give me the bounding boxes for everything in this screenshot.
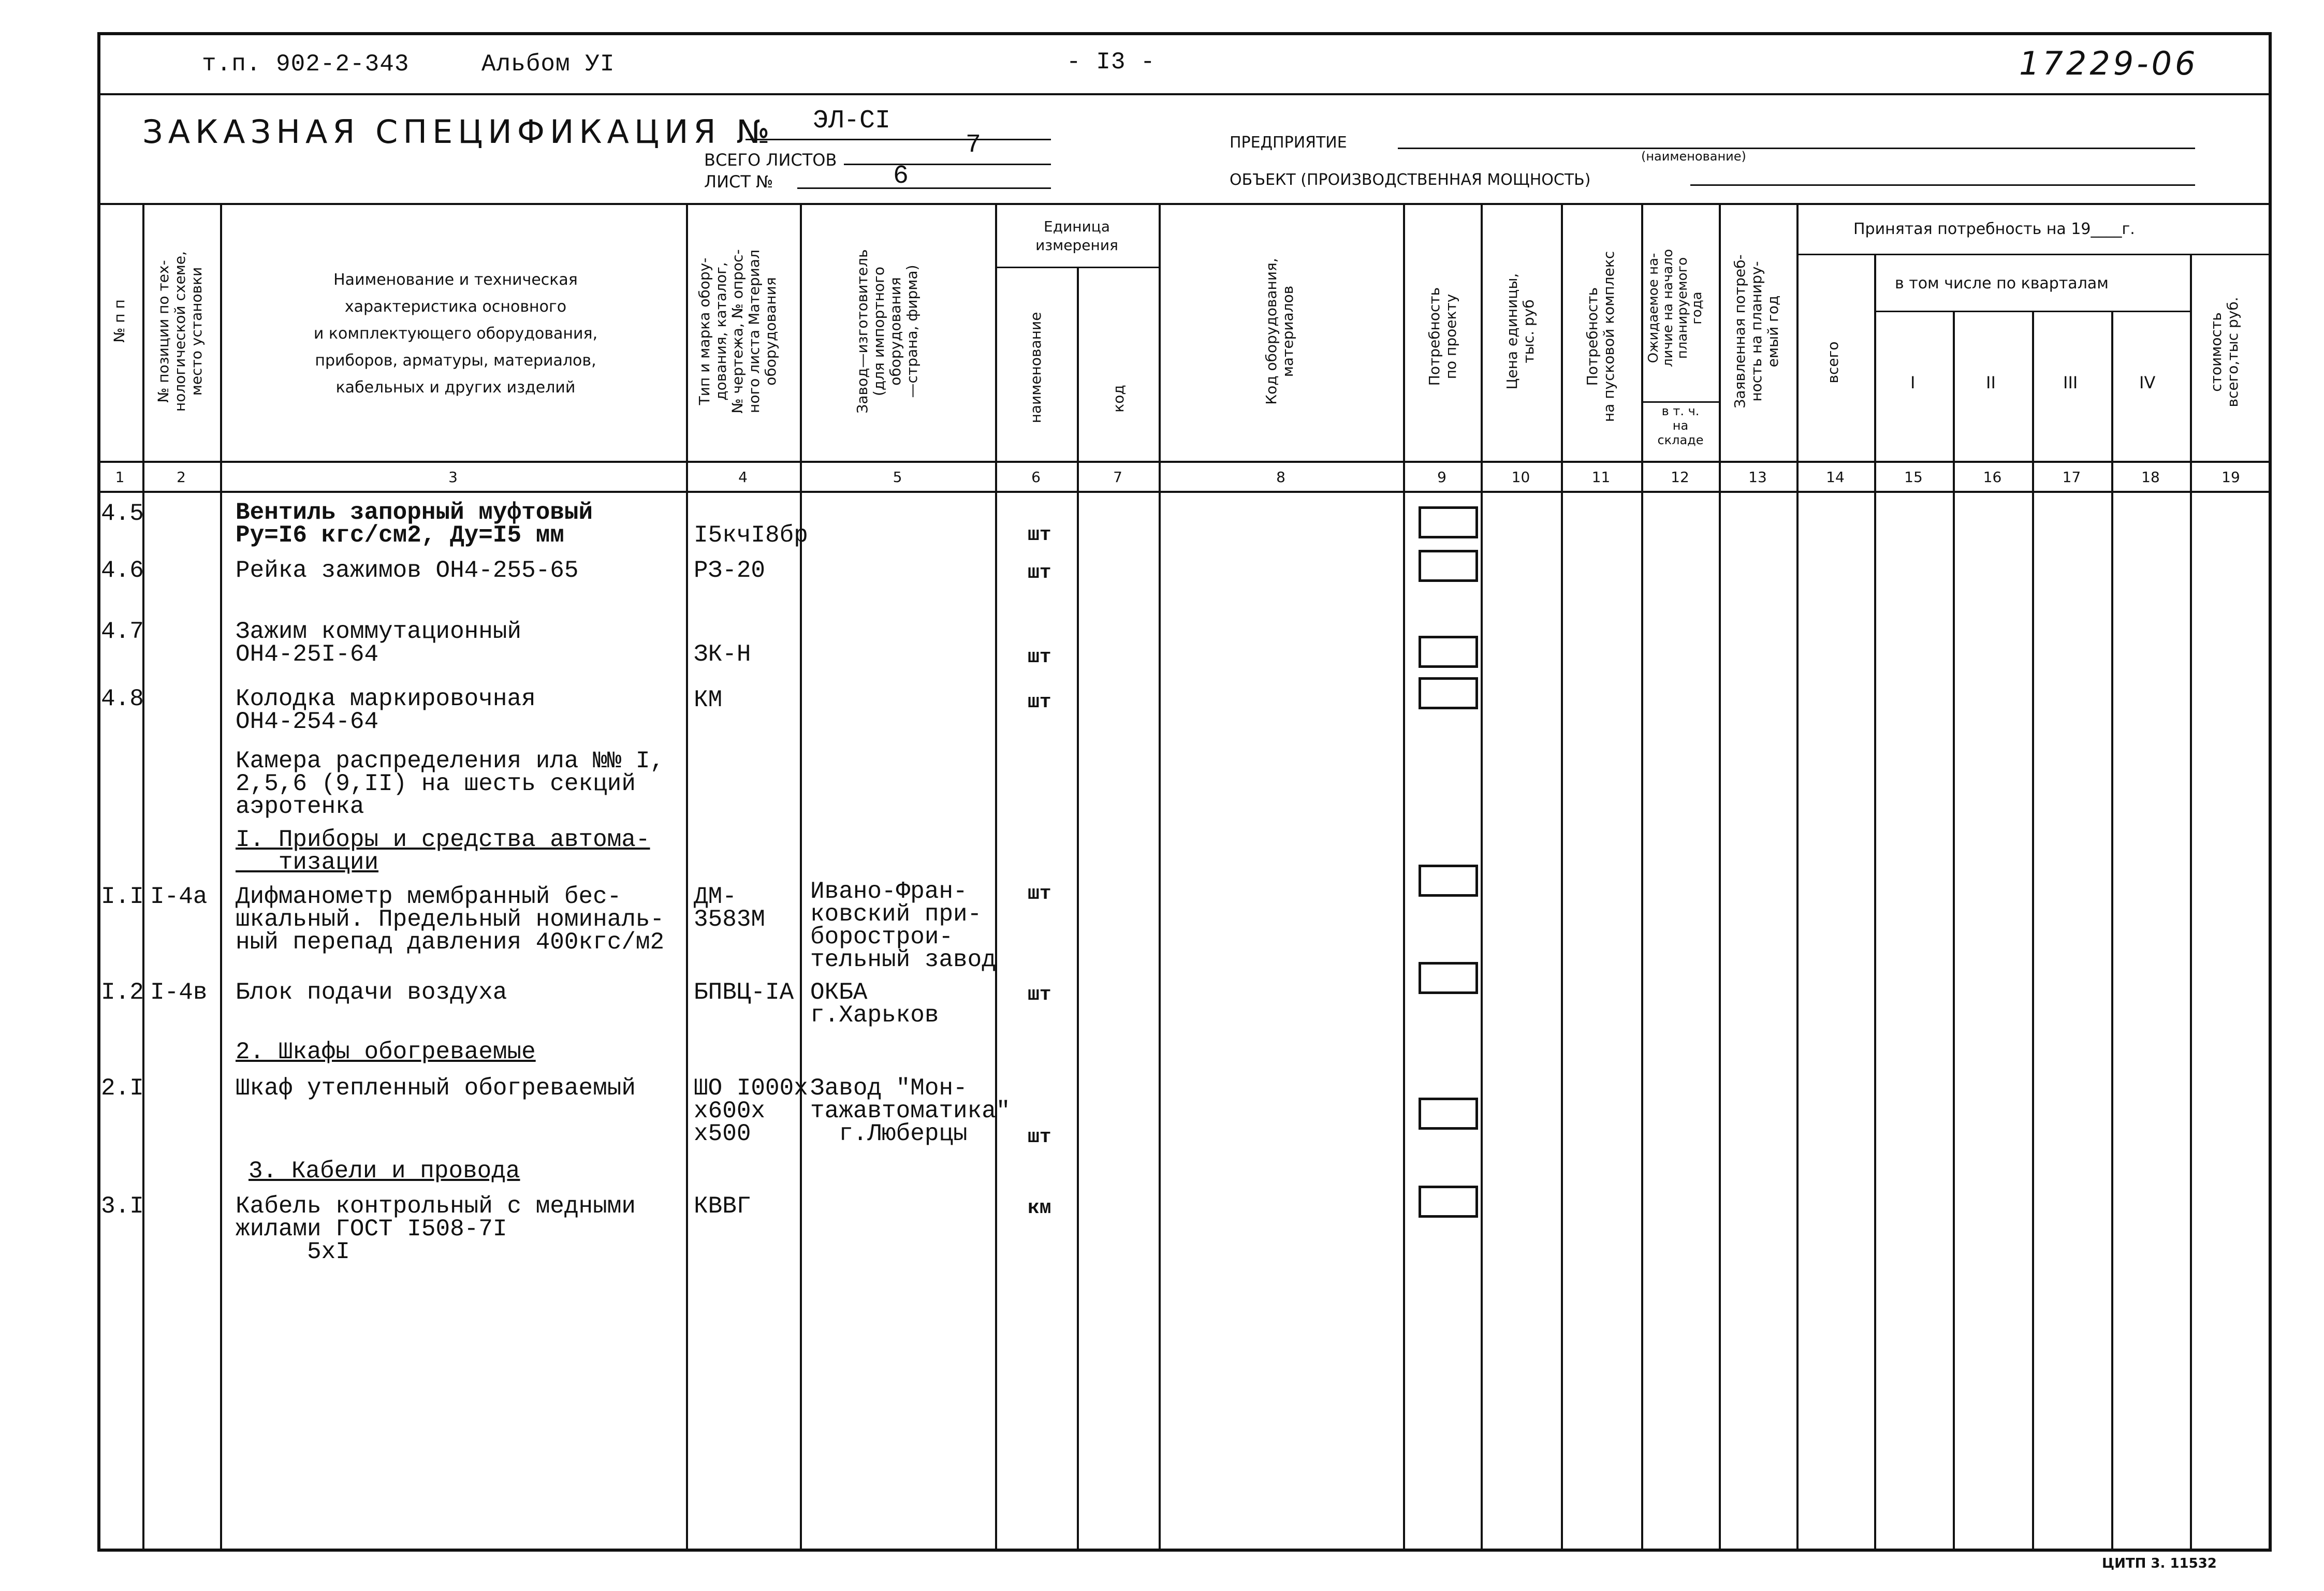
col4-header: Тип и марка обору- дования, каталог, № чертежа, № опрос- ного листа Материал оборудования — [696, 249, 779, 414]
quantity-box — [1419, 962, 1478, 994]
col8-header: Код оборудования, материалов — [1263, 258, 1296, 405]
col19-header: стоимость всего,тыс руб. — [2208, 297, 2241, 407]
row-type: КМ — [694, 687, 723, 713]
row-type: БПВЦ-IА — [694, 979, 794, 1006]
row-name: Рейка зажимов ОН4-255-65 — [236, 557, 579, 584]
album-label: Альбом УI — [481, 51, 615, 78]
header-table-bottom — [97, 461, 2272, 463]
q2-header: II — [1986, 373, 1996, 392]
row-number: 2.I — [101, 1075, 144, 1102]
accepted-header: Принятая потребность на 19____г. — [1853, 220, 2135, 238]
row-unit: шт — [1028, 524, 1051, 546]
col-number: 1 — [115, 469, 125, 486]
q1-header: I — [1910, 373, 1916, 392]
q3-header: III — [2063, 373, 2078, 392]
row-number: 4.7 — [101, 618, 144, 645]
row-type: РЗ-20 — [694, 557, 766, 584]
accepted-divider — [1796, 254, 2272, 255]
q4-header: IV — [2139, 373, 2156, 392]
name-hint: (наименование) — [1641, 149, 1746, 164]
col-number: 7 — [1113, 469, 1122, 486]
row-name: Кабель контрольный с медными жилами ГОСТ I508-7I 5хI — [236, 1193, 636, 1265]
footer-stamp: ЦИТП 3. 11532 — [2102, 1556, 2217, 1571]
row-unit: шт — [1028, 1126, 1051, 1148]
col13-header: Заявленная потреб- ность на планиру- емый год — [1731, 254, 1781, 408]
row-name: Блок подачи воздуха — [236, 979, 507, 1006]
quantity-box — [1419, 506, 1478, 538]
row-type: ЗК-Н — [694, 641, 751, 668]
quantity-box — [1419, 1098, 1478, 1130]
col-number: 10 — [1511, 469, 1530, 486]
col-number: 16 — [1983, 469, 2002, 486]
col12-stock: в т. ч. на складе — [1657, 404, 1704, 447]
col-number: 15 — [1904, 469, 1923, 486]
row-type: ДМ- 3583М — [694, 883, 766, 933]
row-unit: шт — [1028, 984, 1051, 1006]
col-number: 17 — [2062, 469, 2081, 486]
title-divider — [97, 203, 2272, 205]
row-unit: км — [1028, 1197, 1051, 1219]
spec-number: ЭЛ-СI — [813, 106, 891, 136]
section-heading: 2. Шкафы обогреваемые — [236, 1039, 536, 1065]
tp-number: т.п. 902-2-343 — [202, 51, 410, 78]
row-unit: шт — [1028, 646, 1051, 668]
row-name: Вентиль запорный муфтовый Ру=I6 кгс/см2, Ду=I5 мм — [236, 499, 593, 549]
col-number: 11 — [1591, 469, 1611, 486]
row-position: I-4а — [150, 883, 208, 910]
row-name: Колодка маркировочная ОН4-254-64 — [236, 685, 536, 735]
row-unit: шт — [1028, 562, 1051, 584]
col-number: 4 — [738, 469, 748, 486]
col-number: 12 — [1671, 469, 1689, 486]
row-name: Шкаф утепленный обогреваемый — [236, 1075, 636, 1102]
enterprise-label: ПРЕДПРИЯТИЕ — [1230, 134, 1347, 152]
col-number: 18 — [2141, 469, 2160, 486]
row-maker: Завод "Мон- тажавтоматика" г.Люберцы — [810, 1075, 1011, 1147]
total-sheets-value: 7 — [966, 130, 982, 160]
quantity-box — [1419, 636, 1478, 668]
col-number: 2 — [177, 469, 186, 486]
col-number: 3 — [448, 469, 458, 486]
sheet-value: 6 — [893, 162, 909, 191]
col5-header: Завод—изготовитель (для импортного оборудования —страна, фирма) — [854, 249, 920, 414]
row-unit: шт — [1028, 691, 1051, 713]
quarters-header: в том числе по кварталам — [1895, 274, 2109, 293]
header-divider — [97, 93, 2272, 95]
row-number: 3.I — [101, 1193, 144, 1220]
col10-header: Цена единицы, тыс. руб — [1503, 273, 1537, 390]
row-number: I.2 — [101, 979, 144, 1006]
col6-header: наименование — [1027, 312, 1044, 424]
quantity-box — [1419, 677, 1478, 709]
col-number: 6 — [1031, 469, 1041, 486]
section-heading: I. Приборы и средства автома- тизации — [236, 826, 650, 876]
section-heading: 3. Кабели и провода — [249, 1158, 520, 1185]
quantity-box — [1419, 1186, 1478, 1218]
row-maker: ОКБА г.Харьков — [810, 979, 939, 1029]
unit-header: Единица измерения — [1035, 218, 1118, 254]
stock-divider — [1641, 401, 1720, 403]
col11-header: Потребность на пусковой комплекс — [1584, 251, 1617, 422]
row-number: I.I — [101, 883, 144, 910]
row-number: 4.6 — [101, 557, 144, 584]
row-type: ШО I000х х600х х500 — [694, 1075, 808, 1147]
row-number: 4.5 — [101, 500, 144, 527]
row-unit: шт — [1028, 883, 1051, 905]
col7-header: код — [1110, 385, 1127, 413]
quantity-box — [1419, 550, 1478, 582]
col-number: 14 — [1826, 469, 1845, 486]
col12-header: Ожидаемое на- личие на начало планируемого года — [1646, 249, 1705, 367]
col-number: 8 — [1276, 469, 1285, 486]
row-maker: Ивано-Фран- ковский при- борострои- тельный завод — [810, 878, 996, 973]
document-number: 17229-06 — [2019, 45, 2199, 82]
row-type: I5кчI8бр — [694, 522, 808, 549]
row-name: Дифманометр мембранный бес- шкальный. Предельный номиналь- ный перепад давления 400кгс/м2 — [236, 883, 665, 956]
col2-header: № позиции по тех- нологической схеме, место установки — [155, 251, 205, 412]
col9-header: Потребность по проекту — [1426, 287, 1459, 386]
spec-title: ЗАКАЗНАЯ СПЕЦИФИКАЦИЯ № — [142, 113, 775, 151]
page-number: - I3 - — [1066, 49, 1156, 76]
row-name: Зажим коммутационный ОН4-25I-64 — [236, 618, 522, 668]
row-name: Камера распределения ила №№ I, 2,5,6 (9,II) на шесть секций аэротенка — [236, 748, 665, 820]
row-number: 4.8 — [101, 685, 144, 712]
total-sheets-label: ВСЕГО ЛИСТОВ — [704, 150, 837, 170]
col-number: 9 — [1437, 469, 1446, 486]
row-type: КВВГ — [694, 1193, 751, 1220]
quantity-box — [1419, 865, 1478, 897]
col3-header: Наименование и техническая характеристика основного и комплектующего оборудования, приборов, арматуры, материалов, кабельных и других изделий — [313, 271, 598, 397]
col-number: 5 — [893, 469, 902, 486]
row-position: I-4в — [150, 979, 208, 1006]
col-number: 19 — [2221, 469, 2240, 486]
col14-header: всего — [1824, 341, 1841, 384]
column-number-divider — [97, 491, 2272, 493]
sheet-label: ЛИСТ № — [704, 172, 773, 192]
col-number: 13 — [1748, 469, 1767, 486]
object-label: ОБЪЕКТ (ПРОИЗВОДСТВЕННАЯ МОЩНОСТЬ) — [1230, 171, 1591, 189]
col1-header: № п п — [111, 299, 128, 343]
